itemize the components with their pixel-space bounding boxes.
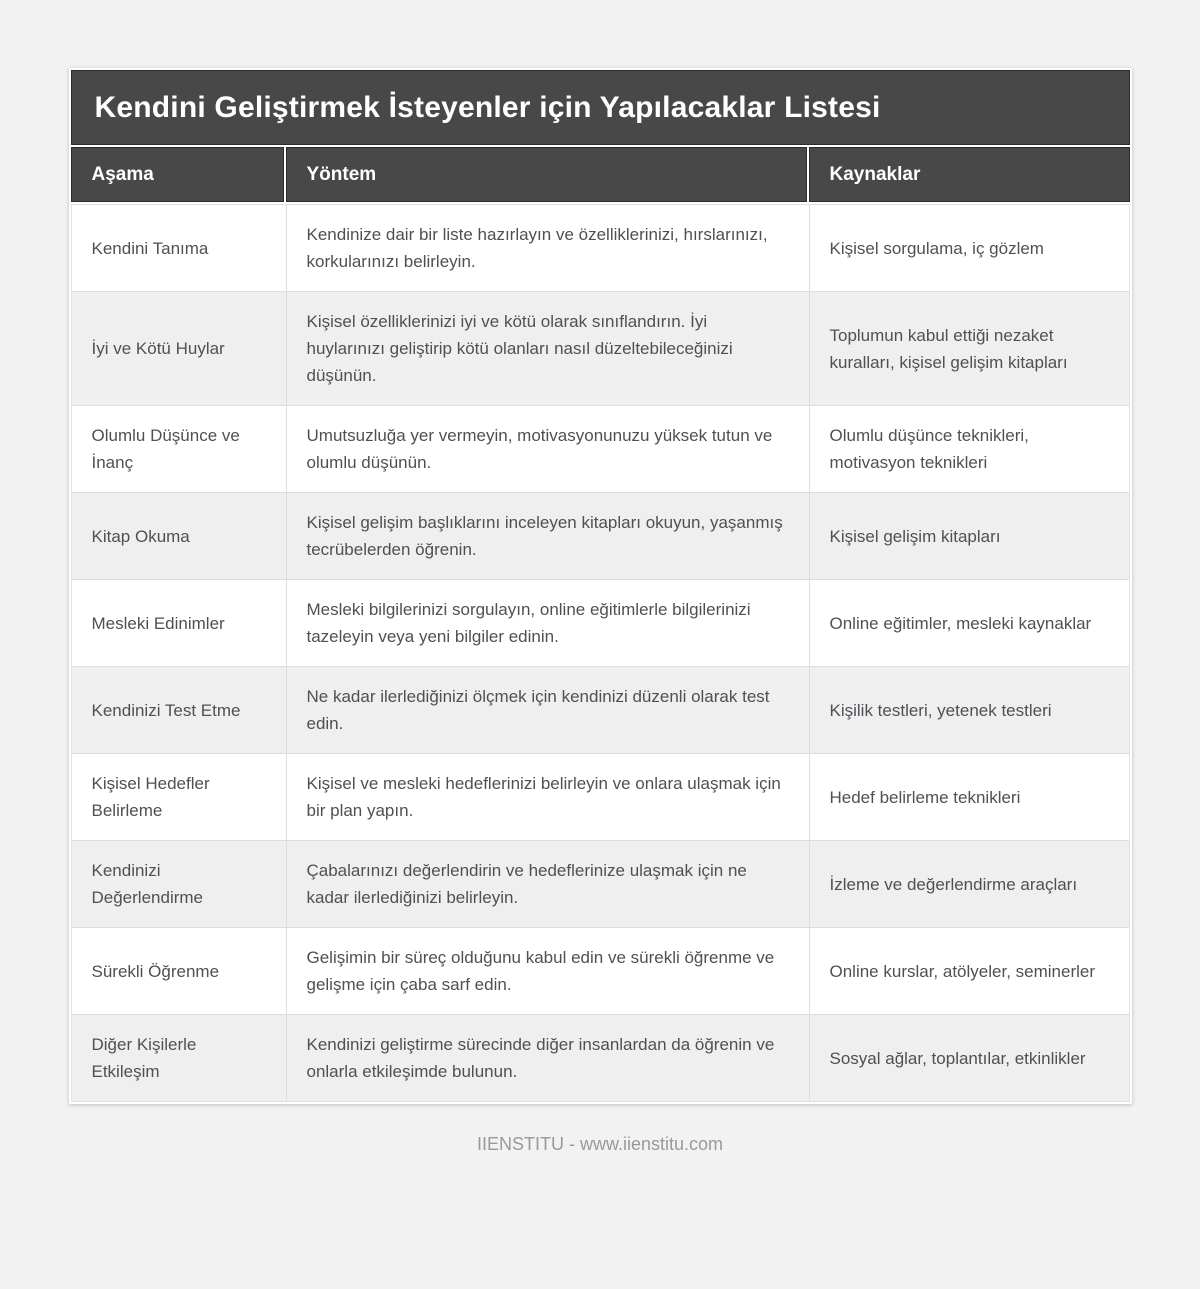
column-header-kaynaklar: Kaynaklar (809, 147, 1130, 202)
table-row (72, 493, 1129, 580)
stage-label: Kitap Okuma (91, 526, 190, 546)
table-row (72, 205, 1129, 292)
stage-cell (72, 205, 286, 291)
resources-text: Kişisel gelişim kitapları (829, 526, 1001, 546)
method-cell (286, 580, 809, 666)
stage-cell (72, 292, 286, 405)
method-cell (286, 667, 809, 753)
method-text: Kişisel gelişim başlıklarını inceleyen kitapları okuyun, yaşanmış tecrübelerden öğrenin. (306, 513, 783, 559)
method-cell (286, 406, 809, 492)
resources-text: İzleme ve değerlendirme araçları (829, 874, 1078, 894)
stage-cell (72, 841, 286, 927)
table-row (72, 580, 1129, 667)
method-text: Kendinizi geliştirme sürecinde diğer insanlardan da öğrenin ve onlarla etkileşimde bulunun. (306, 1035, 775, 1081)
method-cell (286, 205, 809, 291)
stage-cell (72, 406, 286, 492)
resources-cell (809, 667, 1129, 753)
stage-cell (72, 754, 286, 840)
stage-label: Mesleki Edinimler (91, 613, 225, 633)
method-text: Kendinize dair bir liste hazırlayın ve özelliklerinizi, hırslarınızı, korkularınızı belirleyin. (306, 225, 768, 271)
resources-cell (809, 292, 1129, 405)
resources-text: Online eğitimler, mesleki kaynaklar (829, 613, 1092, 633)
table-row (72, 406, 1129, 493)
resources-text: Kişisel sorgulama, iç gözlem (829, 238, 1044, 258)
resources-cell (809, 841, 1129, 927)
resources-cell (809, 580, 1129, 666)
method-text: Kişisel özelliklerinizi iyi ve kötü olarak sınıflandırın. İyi huylarınızı geliştirip kötü olanları nasıl düzeltebileceğinizi düşünün. (306, 312, 733, 385)
resources-text: Toplumun kabul ettiği nezaket kuralları, kişisel gelişim kitapları (829, 325, 1068, 372)
table-row (72, 841, 1129, 928)
stage-label: Kendini Tanıma (91, 238, 209, 258)
stage-cell (72, 580, 286, 666)
stage-label: Sürekli Öğrenme (91, 961, 220, 981)
table-row (72, 667, 1129, 754)
column-header-yontem: Yöntem (286, 147, 807, 202)
method-text: Gelişimin bir süreç olduğunu kabul edin ve sürekli öğrenme ve gelişme için çaba sarf edin. (306, 948, 775, 994)
method-cell (286, 928, 809, 1014)
resources-text: Olumlu düşünce teknikleri, motivasyon teknikleri (829, 426, 1029, 472)
method-text: Kişisel ve mesleki hedeflerinizi belirleyin ve onlara ulaşmak için bir plan yapın. (306, 774, 781, 820)
stage-cell (72, 493, 286, 579)
table-row (72, 754, 1129, 841)
resources-cell (809, 406, 1129, 492)
method-text: Mesleki bilgilerinizi sorgulayın, online eğitimlerle bilgilerinizi tazeleyin veya yeni bilgiler edinin. (306, 600, 751, 646)
stage-label: İyi ve Kötü Huylar (91, 339, 225, 358)
method-text: Ne kadar ilerlediğinizi ölçmek için kendinizi düzenli olarak test edin. (306, 687, 770, 733)
stage-label: Kendinizi Değerlendirme (91, 861, 203, 907)
page-title: Kendini Geliştirmek İsteyenler için Yapılacaklar Listesi (71, 70, 1130, 145)
resources-text: Sosyal ağlar, toplantılar, etkinlikler (829, 1048, 1086, 1068)
resources-cell (809, 493, 1129, 579)
column-header-asama: Aşama (71, 147, 284, 202)
table-header-row (71, 147, 1130, 202)
resources-text: Online kurslar, atölyeler, seminerler (829, 961, 1096, 981)
stage-cell (72, 667, 286, 753)
method-cell (286, 1015, 809, 1101)
stage-label: Olumlu Düşünce ve İnanç (91, 426, 240, 472)
resources-cell (809, 1015, 1129, 1101)
resources-text: Hedef belirleme teknikleri (829, 787, 1021, 807)
todo-list-card (69, 68, 1132, 1104)
stage-cell (72, 1015, 286, 1101)
resources-cell (809, 205, 1129, 291)
stage-label: Kendinizi Test Etme (91, 700, 241, 720)
stage-label: Diğer Kişilerle Etkileşim (91, 1035, 197, 1081)
method-cell (286, 841, 809, 927)
method-cell (286, 754, 809, 840)
method-text: Çabalarınızı değerlendirin ve hedeflerinize ulaşmak için ne kadar ilerlediğinizi belirleyin. (306, 861, 747, 907)
table-row (72, 292, 1129, 406)
resources-text: Kişilik testleri, yetenek testleri (829, 700, 1052, 720)
table-row (72, 1015, 1129, 1101)
method-text: Umutsuzluğa yer vermeyin, motivasyonunuzu yüksek tutun ve olumlu düşünün. (306, 426, 773, 472)
resources-cell (809, 754, 1129, 840)
resources-cell (809, 928, 1129, 1014)
table-row (72, 928, 1129, 1015)
stage-cell (72, 928, 286, 1014)
method-cell (286, 493, 809, 579)
footer-credit: IIENSTITU - www.iienstitu.com (476, 1134, 724, 1154)
table-body (71, 204, 1130, 1102)
method-cell (286, 292, 809, 405)
stage-label: Kişisel Hedefler Belirleme (91, 774, 210, 820)
